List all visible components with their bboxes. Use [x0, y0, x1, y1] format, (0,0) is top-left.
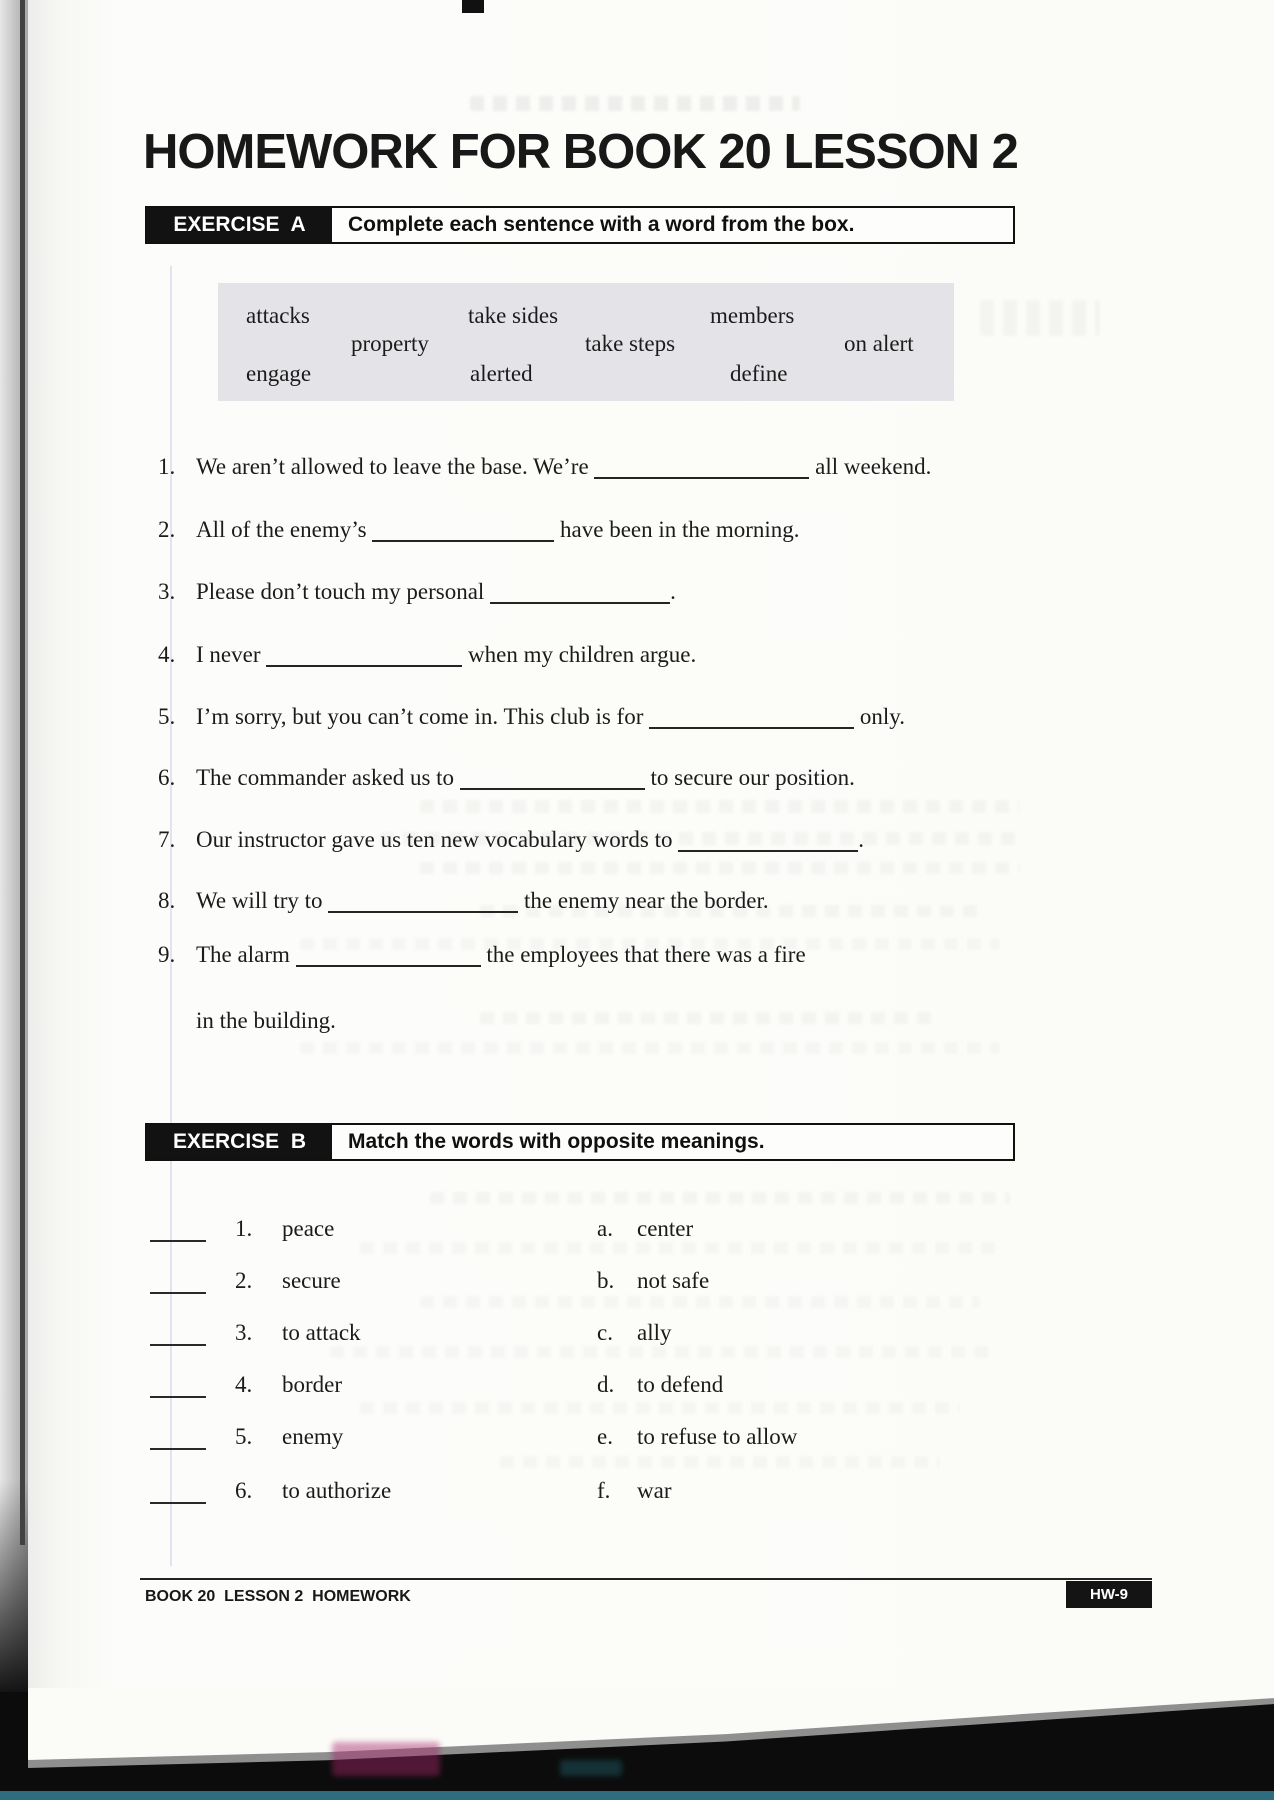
match-number: 4.	[235, 1372, 253, 1397]
sentence-item	[158, 452, 1058, 482]
sentence-item	[158, 825, 1058, 855]
match-right-word: ally	[637, 1320, 672, 1345]
match-answer-blank	[150, 1320, 206, 1346]
match-letter: f.	[597, 1478, 611, 1503]
item-number: 7.	[158, 827, 176, 852]
book-spine-line	[20, 0, 25, 1545]
sentence-text: I’m sorry, but you can’t come in. This club is for	[196, 704, 644, 729]
match-left-word: border	[282, 1372, 343, 1397]
sentence-item	[158, 886, 1058, 916]
sentence-item	[158, 763, 1058, 793]
match-answer-blank	[150, 1372, 206, 1398]
bleedthrough-artifact	[470, 96, 800, 111]
page-number-badge: HW-9	[1066, 1581, 1152, 1608]
scan-bottom-edge-strip	[0, 1791, 1274, 1800]
sentence-text: the enemy near the border.	[524, 888, 769, 913]
exercise-b-header	[145, 1123, 1015, 1161]
match-number: 6.	[235, 1478, 253, 1503]
exercise-b-instruction: Match the words with opposite meanings.	[348, 1130, 765, 1153]
match-answer-blank	[150, 1478, 206, 1504]
sentence-text: .	[858, 827, 864, 852]
sentence-text: to secure our position.	[650, 765, 855, 790]
sentence-text: only.	[859, 704, 906, 729]
match-number: 2.	[235, 1268, 253, 1293]
word-box-word: property	[351, 331, 429, 356]
match-right-word: to refuse to allow	[637, 1424, 798, 1449]
match-right-word: center	[637, 1216, 694, 1241]
sentence-text: Our instructor gave us ten new vocabulary words to	[196, 827, 673, 852]
backcover-ghost	[560, 1760, 622, 1776]
footer-text: BOOK 20 LESSON 2 HOMEWORK	[145, 1588, 411, 1605]
match-left-word: enemy	[282, 1424, 344, 1449]
answer-blank	[266, 642, 462, 667]
match-letter: c.	[597, 1320, 613, 1345]
sentence-item	[158, 515, 1058, 545]
item-number: 9.	[158, 942, 176, 967]
bleedthrough-artifact	[420, 800, 1020, 813]
match-right-word: to defend	[637, 1372, 724, 1397]
word-box	[218, 283, 954, 401]
bleedthrough-artifact	[980, 300, 1100, 336]
item-number: 4.	[158, 642, 176, 667]
page-title: HOMEWORK FOR BOOK 20 LESSON 2	[143, 125, 1018, 179]
match-left-word: to attack	[282, 1320, 361, 1345]
item-number: 8.	[158, 888, 176, 913]
sentence-text: The alarm	[196, 942, 290, 967]
match-letter: d.	[597, 1372, 615, 1397]
sentence-text: Please don’t touch my personal	[196, 579, 485, 604]
item-number: 3.	[158, 579, 176, 604]
sentence-text: All of the enemy’s	[196, 517, 367, 542]
answer-blank	[372, 517, 554, 542]
exercise-a-instruction: Complete each sentence with a word from the box.	[348, 213, 855, 236]
backcover-ghost	[332, 1742, 440, 1776]
bleedthrough-artifact	[500, 1456, 940, 1468]
footer-rule	[140, 1578, 1152, 1580]
word-box-word: take steps	[585, 331, 676, 356]
match-left-word: secure	[282, 1268, 341, 1293]
word-box-word: attacks	[246, 303, 310, 328]
match-row	[0, 1216, 1100, 1248]
match-answer-blank	[150, 1268, 206, 1294]
match-left-word: peace	[282, 1216, 335, 1241]
word-box-word: define	[730, 361, 788, 386]
answer-blank	[678, 827, 858, 852]
word-box-word: engage	[246, 361, 312, 386]
sentence-text: .	[670, 579, 676, 604]
match-answer-blank	[150, 1216, 206, 1242]
match-row	[0, 1424, 1100, 1456]
sentence-text: I never	[196, 642, 261, 667]
sentence-text: We will try to	[196, 888, 323, 913]
answer-blank	[296, 942, 481, 967]
sentence-item	[158, 640, 1058, 670]
bleedthrough-artifact	[420, 862, 1020, 874]
sentence-text: all weekend.	[815, 454, 932, 479]
answer-blank	[328, 888, 518, 913]
match-row	[0, 1320, 1100, 1352]
match-row	[0, 1372, 1100, 1404]
scan-artifact-mark	[462, 0, 484, 13]
sentence-item	[158, 940, 1058, 1096]
answer-blank	[594, 454, 809, 479]
sentence-item	[158, 702, 1058, 732]
exercise-a-label: EXERCISE A	[147, 208, 332, 242]
item-number: 6.	[158, 765, 176, 790]
match-row	[0, 1478, 1100, 1510]
answer-blank	[460, 765, 645, 790]
word-box-word: alerted	[470, 361, 533, 386]
sentence-text: We aren’t allowed to leave the base. We’re	[196, 454, 589, 479]
match-number: 5.	[235, 1424, 253, 1449]
sentence-text: have been in the morning.	[560, 517, 800, 542]
match-letter: a.	[597, 1216, 613, 1241]
sentence-text: the employees that there was a fire	[486, 942, 806, 967]
match-number: 3.	[235, 1320, 253, 1345]
bleedthrough-artifact	[430, 1192, 1010, 1204]
sentence-text: The commander asked us to	[196, 765, 455, 790]
match-letter: b.	[597, 1268, 615, 1293]
sentence-text-line2: in the building.	[196, 1008, 336, 1033]
item-number: 1.	[158, 454, 176, 479]
match-row	[0, 1268, 1100, 1300]
item-number: 5.	[158, 704, 176, 729]
sentence-item	[158, 577, 1058, 607]
exercise-b-label: EXERCISE B	[147, 1125, 332, 1159]
word-box-word: take sides	[468, 303, 559, 328]
sentence-text: when my children argue.	[468, 642, 697, 667]
answer-blank	[490, 579, 670, 604]
match-right-word: war	[637, 1478, 672, 1503]
match-answer-blank	[150, 1424, 206, 1450]
match-left-word: to authorize	[282, 1478, 392, 1503]
item-number: 2.	[158, 517, 176, 542]
word-box-word: members	[710, 303, 795, 328]
match-letter: e.	[597, 1424, 613, 1449]
answer-blank	[649, 704, 854, 729]
match-right-word: not safe	[637, 1268, 710, 1293]
match-number: 1.	[235, 1216, 253, 1241]
exercise-a-header	[145, 206, 1015, 244]
word-box-word: on alert	[844, 331, 914, 356]
